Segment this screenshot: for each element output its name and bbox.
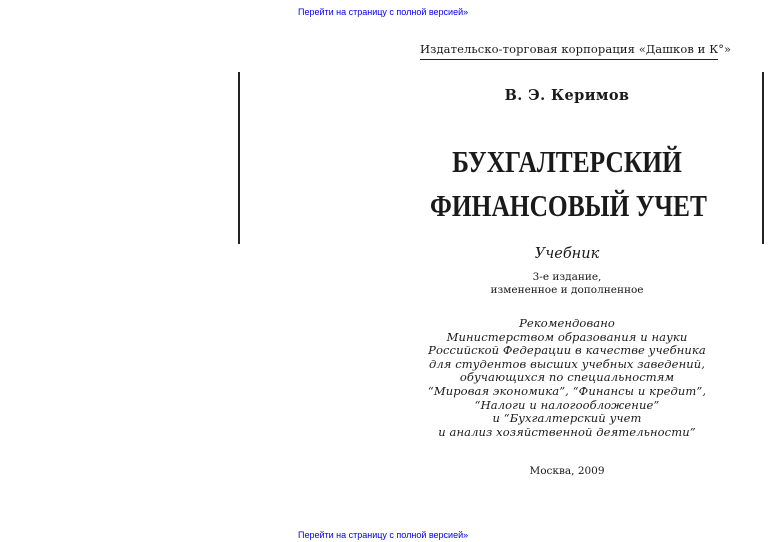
recommendation-line: “Мировая экономика”, “Финансы и кредит”,: [427, 383, 707, 398]
title-line-2: ФИНАНСОВЫЙ УЧЕТ: [430, 188, 707, 223]
recommendation-block: [400, 317, 734, 439]
recommendation-line: Министерством образования и науки: [446, 329, 688, 344]
recommendation-line: и анализ хозяйственной деятельности”: [438, 424, 696, 439]
title-line-1: БУХГАЛТЕРСКИЙ: [452, 144, 682, 179]
edition-line-1: 3-е издание,: [532, 271, 602, 283]
author-name: В. Э. Керимов: [504, 87, 630, 104]
full-version-link-bottom[interactable]: Перейти на страницу с полной версией»: [298, 530, 469, 540]
recommendation-line: и “Бухгалтерский учет: [492, 411, 642, 426]
edition-info: [400, 271, 734, 297]
recommendation-line: обучающихся по специальностям: [459, 370, 675, 385]
book-title: [430, 140, 707, 228]
full-version-link-top[interactable]: Перейти на страницу с полной версией»: [298, 7, 469, 17]
edition-line-2: измененное и дополненное: [490, 284, 644, 296]
recommendation-line: Российской Федерации в качестве учебника: [428, 343, 706, 358]
recommendation-line: “Налоги и налогообложение”: [474, 397, 660, 412]
right-page-edge-line: [762, 72, 764, 244]
publisher-underline: [420, 59, 718, 60]
recommendation-line: Рекомендовано: [519, 316, 615, 330]
left-page-edge-line: [238, 72, 240, 244]
recommendation-line: для студентов высших учебных заведений,: [428, 356, 706, 371]
book-genre: Учебник: [534, 246, 600, 262]
title-page: [400, 0, 734, 542]
publication-place-year: Москва, 2009: [529, 465, 605, 477]
publisher-name: Издательско-торговая корпорация «Дашков и К°»: [420, 42, 732, 56]
